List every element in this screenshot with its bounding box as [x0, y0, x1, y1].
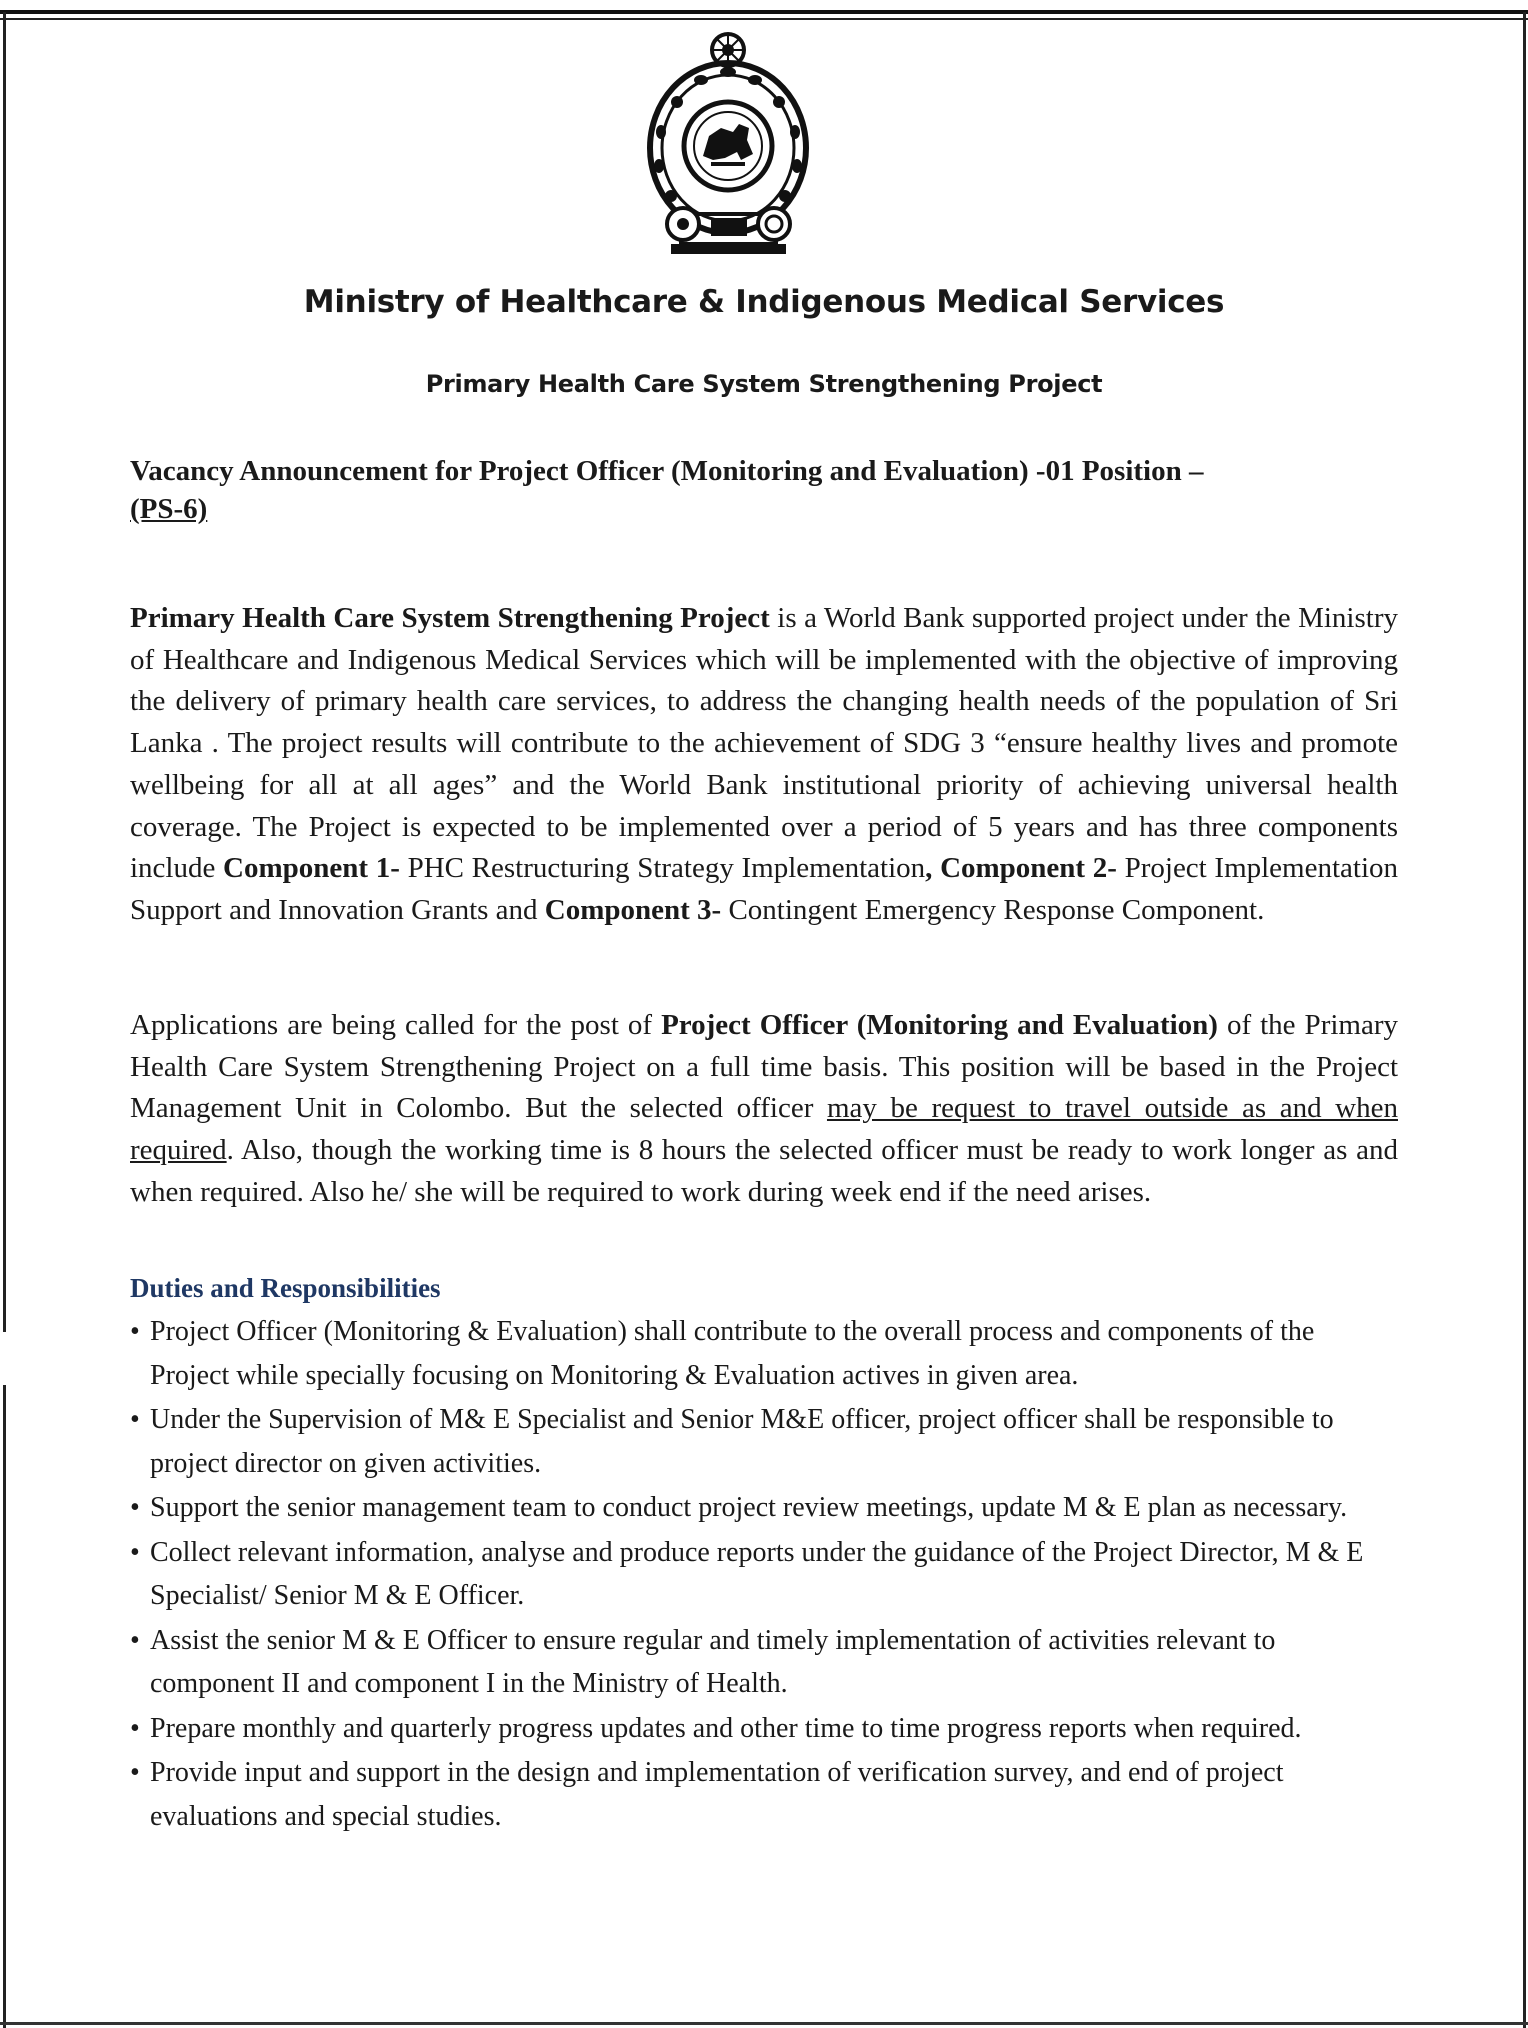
intro-text-1: is a World Bank supported project under the Ministry of Healthcare and Indigenous Medical Services which will be implemented with the objective of improving the delivery of primary health care services, to address the changing health needs of the population of Sri Lanka . The project results will contribute to the achievement of SDG 3 “ensure healthy lives and promote wellbeing for all at all ages” and the World Bank institutional priority of achieving universal health coverage. The Project is expected to be implemented over a period of 5 years and has three components include	[130, 602, 1398, 885]
page-border-top-inner	[0, 18, 1528, 20]
bullet-icon: •	[130, 1492, 140, 1523]
list-item	[130, 1531, 1370, 1618]
duties-list	[130, 1310, 1370, 1839]
bullet-icon: •	[130, 1712, 140, 1744]
list-item	[130, 1707, 1370, 1751]
applications-travel-note: may be request to travel outside as and when required	[130, 1092, 1398, 1167]
page-border-left-lower	[3, 1385, 6, 2028]
page-border-bottom	[0, 2022, 1528, 2025]
duty-text: Project Officer (Monitoring & Evaluation) shall contribute to the overall process and components of the Project while specially focusing on Monitoring & Evaluation actives in given area.	[150, 1316, 1315, 1391]
duty-text: Provide input and support in the design and implementation of verification survey, and end of project evaluations and special studies.	[150, 1757, 1284, 1832]
list-item	[130, 1751, 1370, 1838]
applications-text-2: of the Primary Health Care System Strengthening Project on a full time basis. This position will be based in the Project Management Unit in Colombo. But the selected officer	[130, 1009, 1398, 1125]
page-border-top	[0, 10, 1528, 14]
sri-lanka-emblem-icon	[641, 28, 816, 258]
intro-component-2: , Component 2-	[925, 852, 1117, 885]
bullet-icon: •	[130, 1757, 140, 1788]
intro-text-2: PHC Restructuring Strategy Implementation	[399, 852, 926, 885]
list-item	[130, 1398, 1370, 1485]
list-item	[130, 1486, 1370, 1530]
duties-heading: Duties and Responsibilities	[130, 1273, 441, 1303]
intro-paragraph	[130, 598, 1398, 932]
applications-position: Project Officer (Monitoring and Evaluation)	[661, 1009, 1218, 1041]
duty-text: Support the senior management team to conduct project review meetings, update M & E plan as necessary.	[150, 1492, 1348, 1523]
intro-component-3: Component 3-	[544, 893, 722, 926]
applications-paragraph	[130, 1005, 1398, 1214]
vacancy-code: (PS-6)	[130, 493, 208, 525]
vacancy-title-text: Vacancy Announcement for Project Officer (Monitoring and Evaluation) -01 Position –	[130, 455, 1204, 487]
duty-text: Under the Supervision of M& E Specialist and Senior M&E officer, project officer shall be responsible to project director on given activities.	[150, 1404, 1334, 1479]
page-border-left	[3, 12, 6, 1332]
duty-text: Collect relevant information, analyse and produce reports under the guidance of the Project Director, M & E Specialist/ Senior M & E Officer.	[150, 1536, 1364, 1611]
duty-text: Assist the senior M & E Officer to ensure regular and timely implementation of activities relevant to component II and component I in the Ministry of Health.	[150, 1624, 1276, 1699]
intro-text-4: Contingent Emergency Response Component.	[721, 893, 1265, 926]
bullet-icon: •	[130, 1624, 140, 1656]
list-item	[130, 1310, 1370, 1397]
duty-text: Prepare monthly and quarterly progress updates and other time to time progress reports when required.	[150, 1712, 1302, 1744]
intro-component-1: Component 1-	[223, 852, 400, 885]
intro-text-3: Project Implementation Support and Innovation Grants and	[130, 852, 1399, 926]
bullet-icon: •	[130, 1404, 140, 1435]
list-item	[130, 1619, 1370, 1706]
project-heading: Primary Health Care System Strengthening Project	[425, 370, 1103, 398]
intro-project-name: Primary Health Care System Strengthening Project	[130, 602, 770, 634]
bullet-icon: •	[130, 1316, 140, 1347]
ministry-heading: Ministry of Healthcare & Indigenous Medical Services	[303, 284, 1225, 320]
applications-text-3: . Also, though the working time is 8 hours the selected officer must be ready to work longer as and when required. Also he/ she will be required to work during week end if the need arises.	[130, 1134, 1398, 1208]
applications-text-1: Applications are being called for the post of	[130, 1009, 662, 1041]
bullet-icon: •	[130, 1536, 140, 1568]
vacancy-title	[130, 452, 1398, 528]
